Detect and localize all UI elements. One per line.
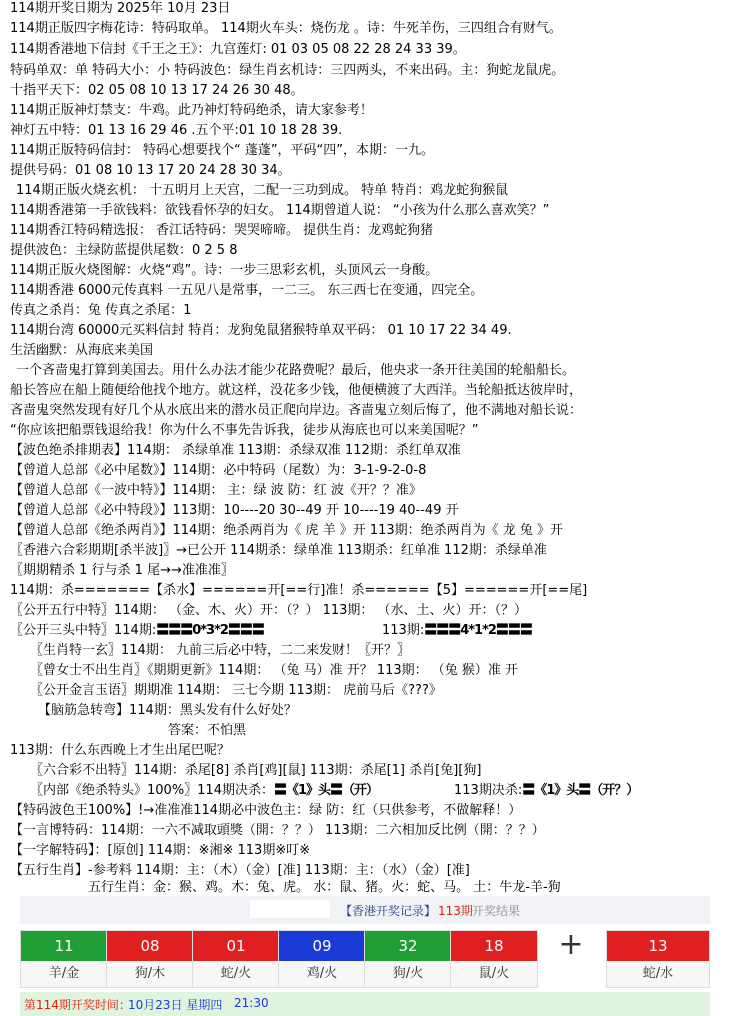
three-heads-114: 〓〓〓0*3*2〓〓〓 — [156, 623, 264, 638]
special-ball — [606, 930, 710, 988]
result-ball — [106, 930, 194, 988]
result-ball — [278, 930, 366, 988]
panel-title[interactable]: 【香港开奖记录】 — [340, 904, 437, 918]
three-heads-113-group — [382, 622, 532, 640]
kill-two-zodiac-line: 【曾道人总部《绝杀两肖》】114期：绝杀两肖为《 虎 羊 》开 113期：绝杀两肖为《 龙 兔 》开 — [10, 523, 564, 538]
ball-zodiac: 鸡/火 — [306, 966, 338, 981]
ball-zodiac: 蛇/火 — [220, 966, 252, 981]
panel-period: 113期 — [438, 904, 473, 918]
result-ball — [192, 930, 280, 988]
element-zodiac-line: 【五行生肖】-参考料 114期：主：（木）（金）[准] 113期：主：（水）（金）[准] — [10, 863, 470, 878]
golden-words-line: 〖公开金言玉语〗期期准 114期： 三七今期 113期： 虎前马后《???》 — [30, 683, 442, 698]
ball-number: 11 — [21, 931, 107, 961]
element-table-line: 五行生肖：金：猴、鸡。木：兔、虎。 水：鼠、猪。火：蛇、马。 土：牛龙-羊-狗 — [88, 880, 561, 895]
riddle-answer: 答案：不怕黑 — [168, 723, 247, 738]
must-tail-line: 【曾道人总部《必中尾数》】114期：必中特码（尾数）为：3-1-9-2-0-8 — [10, 463, 427, 478]
result-ball — [364, 930, 452, 988]
fire-mystery-line: 114期正版火烧玄机： 十五明月上天宫，二配一三功到成。 特单 特肖：鸡龙蛇狗猴鼠 — [16, 183, 509, 198]
header-blank — [250, 900, 330, 918]
envelope-line: 114期正版特码信封： 特码心想要找个“ 蓬蓬”，平码“四”，本期：一九。 — [10, 143, 435, 158]
ball-zodiac: 鼠/火 — [478, 966, 510, 981]
fax-kill-line: 传真之杀肖：兔 传真之杀尾：1 — [10, 303, 192, 318]
xiangjiang-line: 114期香江特码精选报： 香江话特码：哭哭啼啼。 提供生肖：龙鸡蛇狗猪 — [10, 223, 434, 238]
three-heads-line — [10, 622, 264, 640]
one-wave-line: 【曾道人总部《一波中特》】114期： 主：绿 波 防：红 波《开？？准》 — [10, 483, 422, 498]
kill-head-113: 〓《1》头〓（开？） — [522, 783, 639, 798]
ball-number: 09 — [279, 931, 365, 961]
fax-6000-line: 114期香港 6000元传真料 一五见八是常事，一二三。 东三西七在变通，四完全。 — [10, 283, 484, 298]
plus-sign: + — [558, 927, 584, 962]
one-word-bet-line: 【一言博特码：114期：一六不减取頭獎（開：？？） 113期：二六相加反比例（開：？？） — [10, 823, 545, 838]
kill-head-113-label: 113期决杀: — [454, 783, 523, 798]
fire-diagram-line: 114期正版火烧图解：火烧“鸡”。诗：一步三思彩玄机，头顶风云一身酸。 — [10, 263, 439, 278]
first-hand-line: 114期香港第一手欲钱料：欲钱看怀孕的妇女。 114期曾道人说： “小孩为什么那么喜欢笑？” — [10, 203, 550, 218]
wave-kill-table-line: 【波色绝杀排期表】114期： 杀绿单准 113期：杀绿双准 112期：杀红单双准 — [10, 443, 461, 458]
three-heads-label: 〖公开三头中特〗114期: — [10, 623, 157, 638]
panel-header — [20, 896, 710, 924]
plum-poem-line: 114期正版四字梅花诗：特码取单。 114期火车头：烧伤龙 。诗：牛死羊伤，三四组合有财气。 — [10, 21, 562, 36]
wave-king-line: 【特码波色王100%】!→准准准114期必中波色主：绿 防：红（只供参考，不做解释！） — [10, 803, 522, 818]
open-date-line: 114期开奖日期为 2025年 10月 23日 — [10, 1, 231, 16]
special-ball-zodiac: 蛇/水 — [642, 966, 674, 981]
ball-zodiac: 羊/金 — [48, 966, 80, 981]
kill-water-line: 114期：杀=======【杀水】======开[==行]准！杀======【5】======开[==尾] — [10, 583, 588, 598]
one-char-line: 【一字解特码】：[原创] 114期：※湘※ 113期※叮※ — [10, 843, 311, 858]
wave-color-line: 提供波色：主绿防蓝提供尾数：0 2 5 8 — [10, 243, 238, 258]
five-elements-line: 〖公开五行中特〗114期： （金、木、火）开：（？） 113期： （水、土、火）开：（？） — [10, 603, 528, 618]
humor-paragraph-2: 船长答应在船上随便给他找个地方。就这样，没花多少钱，他便横渡了大西洋。当轮船抵达彼岸时， — [10, 383, 583, 398]
kill-row-tail-line: 〖期期精杀 1 行与杀 1 尾→→准准准〗 — [10, 563, 234, 578]
ball-number: 08 — [107, 931, 193, 961]
kill-head-113-group — [454, 782, 638, 800]
humor-paragraph-1: 一个吝啬鬼打算到美国去。用什么办法才能少花路费呢？最后，他央求一条开往美国的轮船船长。 — [16, 363, 576, 378]
taiwan-envelope-line: 114期台湾 60000元买料信封 特肖：龙狗兔鼠猪猴特单双平码： 01 10 17 22 34 49. — [10, 323, 512, 338]
panel-result-label: 开奖结果 — [472, 904, 521, 918]
next-draw-footer — [20, 992, 710, 1016]
lamp-ban-line: 114期正版神灯禁支：牛鸡。此乃神灯特码绝杀，请大家参考！ — [10, 103, 373, 118]
kill-head-line — [30, 782, 378, 800]
three-heads-113-label: 113期: — [382, 623, 425, 638]
result-ball — [20, 930, 108, 988]
ball-number: 01 — [193, 931, 279, 961]
must-section-line: 【曾道人总部《必中特段》】113期：10----20 30--49 开 10----19 40--49 开 — [10, 503, 459, 518]
riddle-113-line: 113期：什么东西晚上才生出尾巴呢？ — [10, 743, 230, 758]
ball-number: 18 — [451, 931, 537, 961]
no-special-line: 〖六合彩不出特〗114期：杀尾[8] 杀肖[鸡][鼠] 113期：杀尾[1] 杀肖[兔][狗] — [30, 763, 482, 778]
parity-size-line: 特码单双：单 特码大小：小 特码波色：绿生肖玄机诗：三四两头，不来出码。主：狗蛇龙鼠虎。 — [10, 63, 565, 78]
lamp-five-line: 神灯五中特：01 13 16 29 46 .五个平:01 10 18 28 39. — [10, 123, 343, 138]
next-draw-date: 10月23日 星期四 — [128, 998, 223, 1012]
humor-title: 生活幽默：从海底来美国 — [10, 343, 154, 358]
ball-zodiac: 狗/火 — [392, 966, 424, 981]
special-ball-number: 13 — [607, 931, 709, 961]
ms-zodiac-line: 〖曾女士不出生肖〗《期期更新》114期： （兔 马）准 开？ 113期： （兔 猴）准 开 — [30, 663, 519, 678]
underground-envelope-line: 114期香港地下信封《千王之王》：九宫莲灯: 01 03 05 08 22 28 24 33 39。 — [10, 42, 466, 57]
result-ball — [450, 930, 538, 988]
humor-paragraph-4: “你应该把船票钱退给我！你为什么不事先告诉我，徒步从海底也可以来美国呢？” — [10, 423, 479, 438]
riddle-line: 【脑筋急转弯】114期：黑头发有什么好处？ — [38, 703, 297, 718]
humor-paragraph-3: 吝啬鬼突然发现有好几个从水底出来的潜水员正爬向岸边。吝啬鬼立刻后悔了，他不满地对船长说： — [10, 403, 583, 418]
numbers-line: 提供号码：01 08 10 13 17 20 24 28 30 34。 — [10, 163, 291, 178]
kill-head-label: 〖内部《绝杀特头》100%〗114期决杀： — [30, 783, 274, 798]
zodiac-one-line: 〖生肖特一玄〗114期： 九前三后必中特，二二来发财！〖开？〗 — [30, 643, 410, 658]
kill-half-wave-line: 〖香港六合彩期期[杀半波]〗→已公开 114期杀：绿单准 113期杀：红单准 112期：杀绿单准 — [10, 543, 547, 558]
next-draw-time: 21:30 — [234, 996, 269, 1010]
next-draw-label: 第114期开奖时间： — [24, 998, 131, 1012]
ball-zodiac: 狗/木 — [134, 966, 166, 981]
ball-number: 32 — [365, 931, 451, 961]
ten-finger-line: 十指平天下：02 05 08 10 13 17 24 26 30 48。 — [10, 83, 304, 98]
lottery-result-panel — [0, 896, 738, 1016]
kill-head-114: 〓《1》头〓（开） — [273, 783, 379, 798]
three-heads-113: 〓〓〓4*1*2〓〓〓 — [424, 623, 532, 638]
